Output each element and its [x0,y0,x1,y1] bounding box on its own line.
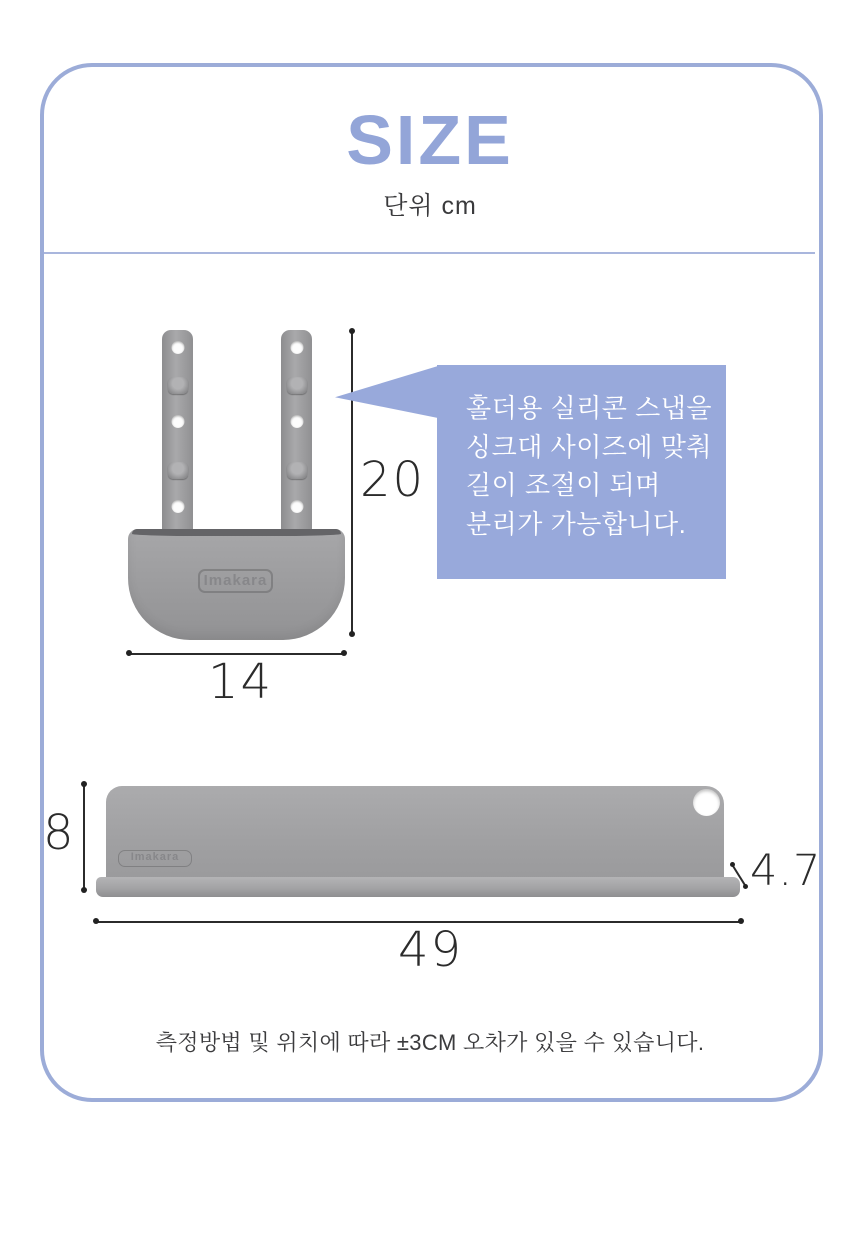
brand-logo: Imakara [198,569,273,593]
holder-strap-right [281,330,312,532]
strap-hole [290,500,303,513]
strap-snap-button [168,462,188,479]
dimension-end-dot [349,631,355,637]
hanging-hole [693,789,720,816]
strap-hole [290,341,303,354]
dimension-end-dot [738,918,744,924]
dimension-end-dot [81,781,87,787]
strap-hole [171,341,184,354]
callout-text-line: 분리가 가능합니다. [466,508,687,539]
callout-text [437,365,726,543]
dimension-end-dot [743,884,748,889]
dimension-end-dot [341,650,347,656]
holder-height-value: 20 [360,452,426,508]
strap-hole [171,500,184,513]
strap-snap-button [287,377,307,394]
dimension-end-dot [81,887,87,893]
guard-width-value: 49 [398,922,464,978]
strap-snap-button [168,377,188,394]
guard-wall [106,786,724,881]
callout-text-line: 홀더용 실리콘 스냅을 [466,393,712,423]
callout-text-line: 길이 조절이 되며 [466,470,661,500]
guard-height-value: 8 [43,805,76,861]
dimension-end-dot [730,862,735,867]
guard-height-dimension-line [83,784,85,890]
guard-depth-value: 4.7 [750,846,822,896]
strap-hole [171,415,184,428]
strap-snap-button [287,462,307,479]
dimension-end-dot [93,918,99,924]
header-divider-line [44,252,815,254]
tolerance-note: 측정방법 및 위치에 따라 ±3CM 오차가 있을 수 있습니다. [155,1030,705,1055]
dimension-end-dot [126,650,132,656]
brand-logo: Imakara [118,850,192,867]
dimension-end-dot [349,328,355,334]
holder-width-value: 14 [208,654,274,710]
page-title: SIZE [346,101,514,179]
guard-base [96,877,740,897]
holder-strap-left [162,330,193,532]
holder-height-dimension-line [351,331,353,634]
callout-text-line: 싱크대 사이즈에 맞춰 [466,431,712,462]
unit-label: 단위 cm [383,192,477,220]
callout-bubble [437,365,726,579]
strap-hole [290,415,303,428]
